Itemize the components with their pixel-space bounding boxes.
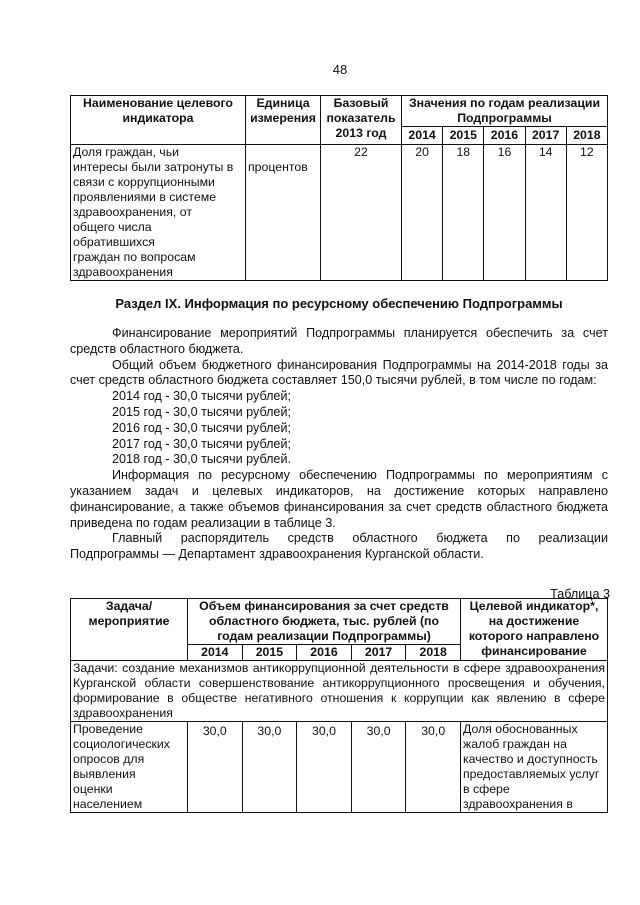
year-2014: 2014 <box>188 645 243 661</box>
header-target-indicator: Целевой индикатор*, на достижение которого направлено финансирование <box>461 599 608 661</box>
header-values: Значения по годам реализации Подпрограммы <box>402 96 608 127</box>
task-row <box>71 661 608 722</box>
year-2017: 2017 <box>525 127 566 145</box>
value-2018: 12 <box>566 145 607 281</box>
target-indicator: Доля обоснованных жалоб граждан на качество и доступность предоставляемых услуг в сфере здравоохранения в <box>461 722 608 813</box>
base-value: 22 <box>321 145 402 281</box>
task-text: Задачи: создание механизмов антикоррупционной деятельности в сфере здравоохранения Курганской области совершенствование антикоррупционного просвещения и обучения, формирование в обществе негативного отношения к коррупции как явлению в сфере здравоохранения <box>71 661 608 722</box>
event-name: Проведение социологических опросов для выявления оценки населением <box>71 722 188 813</box>
table-row <box>71 722 608 813</box>
funding-2017: 30,0 <box>351 722 406 813</box>
funding-2018: 30,0 <box>406 722 461 813</box>
year-2018: 2018 <box>406 645 461 661</box>
page-number: 48 <box>332 62 348 77</box>
year-2016: 2016 <box>297 645 352 661</box>
header-unit: Единица измерения <box>246 96 321 145</box>
year-line: 2014 год - 30,0 тысячи рублей; <box>112 389 291 404</box>
year-line: 2017 год - 30,0 тысячи рублей; <box>112 436 291 451</box>
value-2016: 16 <box>484 145 525 281</box>
value-2014: 20 <box>402 145 443 281</box>
year-2018: 2018 <box>566 127 607 145</box>
value-2015: 18 <box>443 145 484 281</box>
indicator-table <box>70 95 608 281</box>
year-2015: 2015 <box>443 127 484 145</box>
body-text <box>70 326 608 563</box>
value-2017: 14 <box>525 145 566 281</box>
header-base: Базовый показатель 2013 год <box>321 96 402 145</box>
funding-2015: 30,0 <box>242 722 297 813</box>
unit-cell: процентов <box>246 145 321 281</box>
header-task: Задача/ мероприятие <box>71 599 188 661</box>
year-2014: 2014 <box>402 127 443 145</box>
year-2017: 2017 <box>351 645 406 661</box>
year-line: 2018 год - 30,0 тысячи рублей. <box>112 452 291 467</box>
paragraph-2: Общий объем бюджетного финансирования Подпрограммы на 2014-2018 годы за счет средств областного бюджета составляет 150,0 тысячи рублей, в том числе по годам: <box>70 357 608 388</box>
header-funding: Объем финансирования за счет средств областного бюджета, тыс. рублей (по годам реализации Подпрограммы) <box>188 599 461 645</box>
table-caption: Таблица 3 <box>550 587 610 601</box>
year-line: 2016 год - 30,0 тысячи рублей; <box>112 420 291 435</box>
funding-2016: 30,0 <box>297 722 352 813</box>
year-2015: 2015 <box>242 645 297 661</box>
funding-2014: 30,0 <box>188 722 243 813</box>
year-2016: 2016 <box>484 127 525 145</box>
funding-table <box>70 598 608 813</box>
paragraph-4: Главный распорядитель средств областного бюджета по реализации Подпрограммы — Департамент здравоохранения Курганской области. <box>70 531 608 562</box>
header-indicator: Наименование целевого индикатора <box>71 96 246 145</box>
section-title: Раздел IX. Информация по ресурсному обеспечению Подпрограммы <box>115 296 563 311</box>
indicator-name: Доля граждан, чьи интересы были затронуты в связи с коррупционными проявлениями в системе здравоохранения, от общего числа обратившихся граждан по вопросам здравоохранения <box>71 145 246 281</box>
paragraph-1: Финансирование мероприятий Подпрограммы планируется обеспечить за счет средств областного бюджета. <box>70 326 608 356</box>
year-line: 2015 год - 30,0 тысячи рублей; <box>112 404 291 419</box>
paragraph-3: Информация по ресурсному обеспечению Подпрограммы по мероприятиям с указанием задач и целевых индикаторов, на достижение которых направлено финансирование, а также объемов финансирования за счет средств областного бюджета приведена по годам реализации в таблице 3. <box>70 468 608 530</box>
table-row <box>71 145 608 281</box>
